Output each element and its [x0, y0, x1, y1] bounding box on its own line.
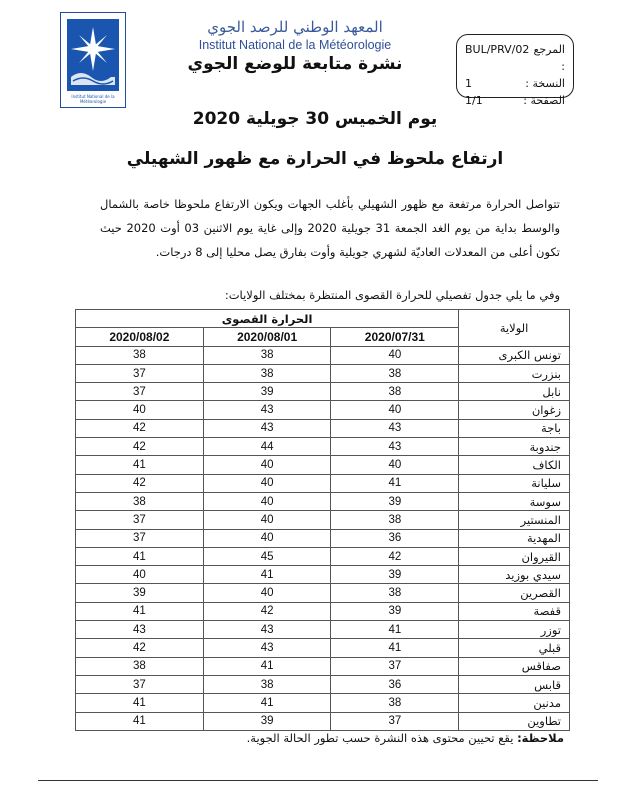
- body-paragraph: تتواصل الحرارة مرتفعة مع ظهور الشهيلي بأغلب الجهات ويكون الارتفاع ملحوظا خاصة بالشمال والوسط بداية من يوم الغد الجمعة 31 جويلية 2020 وإلى غاية يوم الاثنين 03 أوت 2020 حيث تكون أعلى من المعدلات العاديّة لشهري جويلية وأوت بفارق يصل محليا إلى 8 درجات.: [100, 197, 560, 259]
- table-row: [76, 364, 570, 382]
- temp-cell-d1: 38: [331, 694, 459, 712]
- temp-cell-d3: 42: [76, 639, 204, 657]
- table-row: [76, 511, 570, 529]
- temp-cell-d2: 41: [203, 657, 331, 675]
- state-name: مدنين: [459, 694, 570, 712]
- temp-cell-d1: 39: [331, 602, 459, 620]
- temp-cell-d1: 37: [331, 657, 459, 675]
- table-row: [76, 419, 570, 437]
- temp-cell-d2: 44: [203, 438, 331, 456]
- temp-cell-d3: 42: [76, 474, 204, 492]
- note-label: ملاحظة:: [517, 731, 564, 745]
- page-row: [465, 92, 565, 109]
- date-header-1: 2020/07/31: [331, 328, 459, 346]
- temp-cell-d2: 40: [203, 492, 331, 510]
- footer-divider: [38, 780, 598, 781]
- state-name: نابل: [459, 383, 570, 401]
- reference-box: [456, 34, 574, 107]
- temp-cell-d2: 38: [203, 346, 331, 364]
- logo-caption: Institut National de la Météorologie: [71, 94, 115, 104]
- temp-cell-d1: 38: [331, 364, 459, 382]
- table-row: [76, 401, 570, 419]
- temp-cell-d1: 36: [331, 675, 459, 693]
- temp-cell-d2: 40: [203, 474, 331, 492]
- temp-cell-d3: 40: [76, 401, 204, 419]
- table-row: [76, 346, 570, 364]
- table-row: [76, 639, 570, 657]
- reference-label: المرجع :: [533, 43, 565, 73]
- temp-cell-d1: 37: [331, 712, 459, 730]
- temp-cell-d2: 45: [203, 547, 331, 565]
- state-name: قبلي: [459, 639, 570, 657]
- state-column-header: الولاية: [459, 310, 570, 347]
- table-row: [76, 657, 570, 675]
- logo-emblem: [67, 19, 119, 91]
- temp-cell-d1: 41: [331, 639, 459, 657]
- table-row: [76, 712, 570, 730]
- temp-cell-d2: 43: [203, 419, 331, 437]
- state-name: القصرين: [459, 584, 570, 602]
- table-row: [76, 584, 570, 602]
- bulletin-date: يوم الخميس 30 جويلية 2020: [192, 109, 438, 129]
- temp-cell-d1: 39: [331, 492, 459, 510]
- temp-cell-d3: 40: [76, 566, 204, 584]
- temp-cell-d2: 39: [203, 712, 331, 730]
- temp-cell-d2: 38: [203, 364, 331, 382]
- copy-value: 1: [465, 77, 472, 90]
- institute-name-ar: المعهد الوطني للرصد الجوي: [207, 18, 383, 36]
- state-name: تطاوين: [459, 712, 570, 730]
- headline: ارتفاع ملحوظ في الحرارة مع ظهور الشهيلي: [126, 149, 504, 169]
- table-row: [76, 438, 570, 456]
- table-row: [76, 675, 570, 693]
- state-name: الكاف: [459, 456, 570, 474]
- state-name: القيروان: [459, 547, 570, 565]
- temp-cell-d2: 41: [203, 694, 331, 712]
- table-row: [76, 602, 570, 620]
- temp-cell-d3: 38: [76, 492, 204, 510]
- temp-cell-d3: 37: [76, 383, 204, 401]
- temp-cell-d3: 41: [76, 602, 204, 620]
- state-name: قابس: [459, 675, 570, 693]
- table-intro: وفي ما يلي جدول تفصيلي للحرارة القصوى المنتظرة بمختلف الولايات:: [224, 288, 560, 302]
- temp-cell-d1: 39: [331, 566, 459, 584]
- state-name: قفصة: [459, 602, 570, 620]
- temp-cell-d3: 41: [76, 456, 204, 474]
- sun-compass-icon: [67, 19, 119, 91]
- temp-cell-d1: 40: [331, 456, 459, 474]
- temp-cell-d1: 40: [331, 346, 459, 364]
- temp-cell-d2: 38: [203, 675, 331, 693]
- table-row: [76, 694, 570, 712]
- institute-logo: [60, 12, 126, 108]
- state-name: سوسة: [459, 492, 570, 510]
- table-row: [76, 547, 570, 565]
- state-name: سيدي بوزيد: [459, 566, 570, 584]
- temp-cell-d1: 38: [331, 511, 459, 529]
- temp-cell-d3: 37: [76, 364, 204, 382]
- temp-cell-d3: 38: [76, 346, 204, 364]
- max-temperature-table: [75, 309, 570, 731]
- date-header-2: 2020/08/01: [203, 328, 331, 346]
- temp-cell-d3: 37: [76, 511, 204, 529]
- state-name: زغوان: [459, 401, 570, 419]
- temp-cell-d3: 41: [76, 547, 204, 565]
- temp-cell-d2: 39: [203, 383, 331, 401]
- state-name: المنستير: [459, 511, 570, 529]
- table-row: [76, 621, 570, 639]
- temp-cell-d1: 40: [331, 401, 459, 419]
- note: [180, 731, 564, 745]
- state-name: جندوبة: [459, 438, 570, 456]
- state-name: باجة: [459, 419, 570, 437]
- temp-cell-d3: 41: [76, 712, 204, 730]
- temp-cell-d3: 39: [76, 584, 204, 602]
- max-temp-group-header: الحرارة القصوى: [76, 310, 459, 328]
- temp-cell-d3: 37: [76, 529, 204, 547]
- table-row: [76, 492, 570, 510]
- temp-cell-d3: 43: [76, 621, 204, 639]
- state-name: سليانة: [459, 474, 570, 492]
- state-name: توزر: [459, 621, 570, 639]
- page-label: الصفحة :: [523, 94, 565, 107]
- copy-row: [465, 75, 565, 92]
- temp-cell-d3: 37: [76, 675, 204, 693]
- temp-cell-d2: 43: [203, 639, 331, 657]
- temp-cell-d1: 36: [331, 529, 459, 547]
- temp-cell-d2: 40: [203, 529, 331, 547]
- table-row: [76, 566, 570, 584]
- temp-cell-d3: 41: [76, 694, 204, 712]
- temp-cell-d1: 41: [331, 474, 459, 492]
- temp-cell-d1: 41: [331, 621, 459, 639]
- state-name: بنزرت: [459, 364, 570, 382]
- date-header-3: 2020/08/02: [76, 328, 204, 346]
- temp-cell-d2: 43: [203, 621, 331, 639]
- state-name: تونس الكبرى: [459, 346, 570, 364]
- temp-cell-d2: 42: [203, 602, 331, 620]
- temp-cell-d1: 42: [331, 547, 459, 565]
- table-row: [76, 456, 570, 474]
- temp-cell-d1: 38: [331, 383, 459, 401]
- temp-cell-d2: 40: [203, 511, 331, 529]
- reference-row: [465, 41, 565, 75]
- temp-cell-d2: 40: [203, 584, 331, 602]
- temp-cell-d3: 38: [76, 657, 204, 675]
- table-row: [76, 529, 570, 547]
- page-value: 1/1: [465, 94, 483, 107]
- bulletin-title: نشرة متابعة للوضع الجوي: [187, 54, 403, 74]
- reference-value: BUL/PRV/02: [465, 43, 530, 56]
- institute-name-fr: Institut National de la Météorologie: [198, 38, 392, 52]
- temp-cell-d3: 42: [76, 419, 204, 437]
- table-header-row: [76, 310, 570, 328]
- temp-cell-d3: 42: [76, 438, 204, 456]
- temp-cell-d2: 43: [203, 401, 331, 419]
- state-name: صفاقس: [459, 657, 570, 675]
- table-row: [76, 383, 570, 401]
- table-row: [76, 474, 570, 492]
- state-name: المهدية: [459, 529, 570, 547]
- temp-cell-d2: 41: [203, 566, 331, 584]
- temp-cell-d1: 43: [331, 438, 459, 456]
- temp-cell-d1: 38: [331, 584, 459, 602]
- note-text: يقع تحيين محتوى هذه النشرة حسب تطور الحالة الجوية.: [246, 731, 514, 745]
- temp-cell-d1: 43: [331, 419, 459, 437]
- copy-label: النسخة :: [525, 77, 565, 90]
- temp-cell-d2: 40: [203, 456, 331, 474]
